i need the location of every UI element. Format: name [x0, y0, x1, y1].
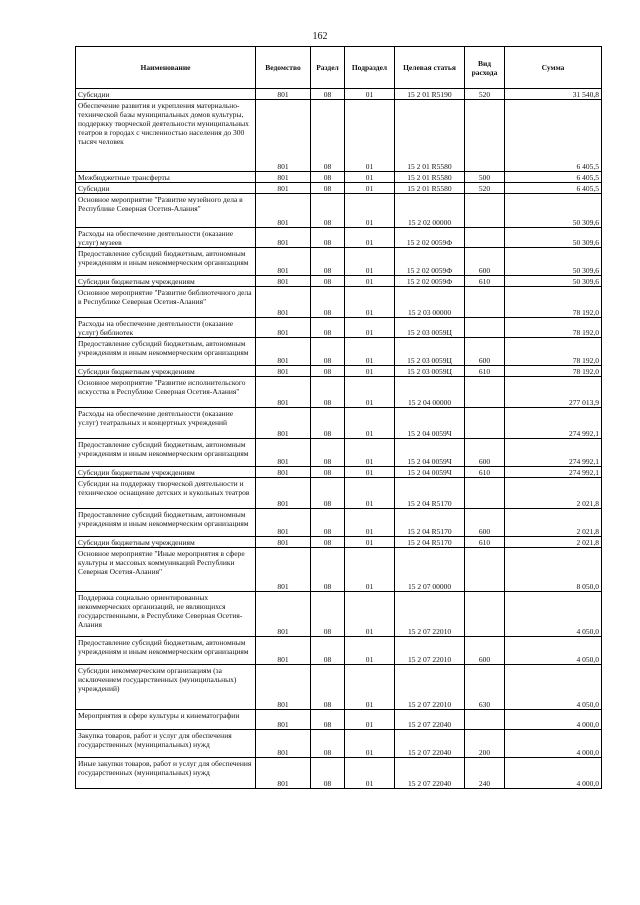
- cell-section: 08: [311, 183, 345, 194]
- cell-dept: 801: [256, 248, 311, 276]
- cell-target: 15 2 04 R5170: [395, 537, 465, 548]
- table-row: [76, 89, 602, 100]
- page-number: 162: [312, 31, 328, 42]
- cell-name: Субсидии бюджетным учреждениям: [76, 537, 256, 548]
- table-row: [76, 478, 602, 509]
- cell-section: 08: [311, 730, 345, 758]
- cell-subsection: 01: [345, 548, 395, 592]
- cell-name: Субсидии: [76, 183, 256, 194]
- table-row: [76, 366, 602, 377]
- cell-section: 08: [311, 710, 345, 730]
- cell-amount: 8 050,0: [505, 548, 602, 592]
- cell-type: 500: [465, 172, 505, 183]
- cell-target: 15 2 01 R5580: [395, 100, 465, 172]
- cell-subsection: 01: [345, 665, 395, 710]
- cell-target: 15 2 07 22010: [395, 592, 465, 637]
- table-row: [76, 730, 602, 758]
- table-row: [76, 377, 602, 408]
- header-dept: Ведомство: [256, 47, 311, 89]
- cell-subsection: 01: [345, 276, 395, 287]
- cell-subsection: 01: [345, 467, 395, 478]
- cell-type: 610: [465, 467, 505, 478]
- cell-target: 15 2 03 00000: [395, 287, 465, 318]
- cell-type: [465, 377, 505, 408]
- cell-target: 15 2 01 R5580: [395, 172, 465, 183]
- cell-section: 08: [311, 318, 345, 338]
- cell-section: 08: [311, 338, 345, 366]
- cell-type: 610: [465, 276, 505, 287]
- cell-section: 08: [311, 439, 345, 467]
- cell-section: 08: [311, 248, 345, 276]
- cell-amount: 78 192,0: [505, 287, 602, 318]
- cell-amount: 50 309,6: [505, 228, 602, 248]
- cell-name: Закупка товаров, работ и услуг для обеспечения государственных (муниципальных) нужд: [76, 730, 256, 758]
- cell-target: 15 2 01 R5580: [395, 183, 465, 194]
- cell-name: Субсидии бюджетным учреждениям: [76, 467, 256, 478]
- cell-dept: 801: [256, 478, 311, 509]
- cell-section: 08: [311, 467, 345, 478]
- cell-section: 08: [311, 194, 345, 228]
- cell-amount: 274 992,1: [505, 439, 602, 467]
- cell-amount: 4 050,0: [505, 665, 602, 710]
- budget-table: [75, 46, 602, 789]
- header-expense-type: Вид расхода: [465, 47, 505, 89]
- cell-target: 15 2 02 00000: [395, 194, 465, 228]
- cell-name: Расходы на обеспечение деятельности (оказание услуг) библиотек: [76, 318, 256, 338]
- header-target: Целевая статья: [395, 47, 465, 89]
- cell-name: Основное мероприятие "Развитие библиотечного дела в Республике Северная Осетия-Алания": [76, 287, 256, 318]
- cell-subsection: 01: [345, 758, 395, 789]
- cell-type: [465, 478, 505, 509]
- cell-amount: 31 540,8: [505, 89, 602, 100]
- cell-name: Субсидии некоммерческим организациям (за исключением государственных (муниципальных) учреждений): [76, 665, 256, 710]
- cell-amount: 4 050,0: [505, 637, 602, 665]
- table-row: [76, 467, 602, 478]
- cell-name: Субсидии бюджетным учреждениям: [76, 276, 256, 287]
- cell-amount: 6 405,5: [505, 100, 602, 172]
- cell-target: 15 2 04 R5170: [395, 509, 465, 537]
- cell-amount: 50 309,6: [505, 276, 602, 287]
- cell-subsection: 01: [345, 377, 395, 408]
- cell-target: 15 2 07 00000: [395, 548, 465, 592]
- cell-subsection: 01: [345, 318, 395, 338]
- cell-name: Предоставление субсидий бюджетным, автономным учреждениям и иным некоммерческим организациям: [76, 509, 256, 537]
- cell-section: 08: [311, 228, 345, 248]
- cell-amount: 78 192,0: [505, 338, 602, 366]
- cell-dept: 801: [256, 537, 311, 548]
- table-row: [76, 276, 602, 287]
- table-row: [76, 548, 602, 592]
- cell-type: 200: [465, 730, 505, 758]
- cell-dept: 801: [256, 89, 311, 100]
- cell-amount: 2 021,8: [505, 509, 602, 537]
- cell-type: [465, 287, 505, 318]
- cell-dept: 801: [256, 100, 311, 172]
- cell-dept: 801: [256, 710, 311, 730]
- cell-dept: 801: [256, 467, 311, 478]
- cell-target: 15 2 07 22040: [395, 758, 465, 789]
- cell-target: 15 2 02 0059Ф: [395, 248, 465, 276]
- cell-dept: 801: [256, 276, 311, 287]
- cell-dept: 801: [256, 194, 311, 228]
- cell-amount: 277 013,9: [505, 377, 602, 408]
- table-row: [76, 248, 602, 276]
- table-row: [76, 287, 602, 318]
- cell-subsection: 01: [345, 637, 395, 665]
- cell-type: [465, 548, 505, 592]
- cell-name: Основное мероприятие "Иные мероприятия в сфере культуры и массовых коммуникаций Республики Северная Осетия-Алания": [76, 548, 256, 592]
- cell-dept: 801: [256, 509, 311, 537]
- cell-section: 08: [311, 758, 345, 789]
- cell-target: 15 2 03 0059Ц: [395, 318, 465, 338]
- cell-target: 15 2 03 0059Ц: [395, 366, 465, 377]
- cell-name: Субсидии на поддержку творческой деятельности и техническое оснащение детских и кукольных театров: [76, 478, 256, 509]
- cell-dept: 801: [256, 665, 311, 710]
- cell-section: 08: [311, 377, 345, 408]
- cell-name: Межбюджетные трансферты: [76, 172, 256, 183]
- cell-subsection: 01: [345, 439, 395, 467]
- header-subsection: Подраздел: [345, 47, 395, 89]
- cell-amount: 274 992,1: [505, 408, 602, 439]
- cell-type: [465, 710, 505, 730]
- cell-name: Обеспечение развития и укрепления материально-технической базы муниципальных домов культуры, поддержку творческой деятельности муниципальных театров в городах с численностью населения до 300 тысяч человек: [76, 100, 256, 172]
- cell-subsection: 01: [345, 592, 395, 637]
- cell-type: 610: [465, 537, 505, 548]
- header-amount: Сумма: [505, 47, 602, 89]
- cell-subsection: 01: [345, 287, 395, 318]
- cell-amount: 2 021,8: [505, 537, 602, 548]
- cell-subsection: 01: [345, 366, 395, 377]
- cell-target: 15 2 01 R5190: [395, 89, 465, 100]
- cell-subsection: 01: [345, 509, 395, 537]
- cell-name: Предоставление субсидий бюджетным, автономным учреждениям и иным некоммерческим организациям: [76, 439, 256, 467]
- cell-target: 15 2 07 22040: [395, 730, 465, 758]
- cell-section: 08: [311, 287, 345, 318]
- cell-subsection: 01: [345, 338, 395, 366]
- header-section: Раздел: [311, 47, 345, 89]
- table-row: [76, 758, 602, 789]
- cell-amount: 2 021,8: [505, 478, 602, 509]
- table-row: [76, 338, 602, 366]
- cell-section: 08: [311, 276, 345, 287]
- cell-name: Предоставление субсидий бюджетным, автономным учреждениям и иным некоммерческим организациям: [76, 338, 256, 366]
- cell-target: 15 2 07 22040: [395, 710, 465, 730]
- cell-section: 08: [311, 89, 345, 100]
- cell-subsection: 01: [345, 194, 395, 228]
- cell-dept: 801: [256, 377, 311, 408]
- table-row: [76, 710, 602, 730]
- cell-type: 600: [465, 439, 505, 467]
- table-row: [76, 172, 602, 183]
- table-row: [76, 537, 602, 548]
- cell-amount: 50 309,6: [505, 194, 602, 228]
- cell-subsection: 01: [345, 183, 395, 194]
- cell-dept: 801: [256, 439, 311, 467]
- cell-target: 15 2 04 0059Ч: [395, 439, 465, 467]
- cell-dept: 801: [256, 318, 311, 338]
- cell-target: 15 2 07 22010: [395, 637, 465, 665]
- cell-target: 15 2 04 R5170: [395, 478, 465, 509]
- cell-subsection: 01: [345, 228, 395, 248]
- cell-section: 08: [311, 366, 345, 377]
- cell-name: Субсидии: [76, 89, 256, 100]
- cell-dept: 801: [256, 408, 311, 439]
- cell-subsection: 01: [345, 537, 395, 548]
- table-row: [76, 183, 602, 194]
- cell-dept: 801: [256, 338, 311, 366]
- cell-target: 15 2 02 0059Ф: [395, 276, 465, 287]
- cell-amount: 6 405,5: [505, 183, 602, 194]
- cell-dept: 801: [256, 183, 311, 194]
- table-row: [76, 408, 602, 439]
- cell-type: [465, 228, 505, 248]
- cell-dept: 801: [256, 228, 311, 248]
- cell-section: 08: [311, 592, 345, 637]
- cell-type: [465, 592, 505, 637]
- cell-section: 08: [311, 537, 345, 548]
- cell-target: 15 2 04 0059Ч: [395, 408, 465, 439]
- cell-target: 15 2 07 22010: [395, 665, 465, 710]
- cell-type: [465, 100, 505, 172]
- cell-name: Основное мероприятие "Развитие музейного дела в Республике Северная Осетия-Алания": [76, 194, 256, 228]
- cell-type: 600: [465, 248, 505, 276]
- cell-section: 08: [311, 408, 345, 439]
- cell-name: Расходы на обеспечение деятельности (оказание услуг) музеев: [76, 228, 256, 248]
- cell-section: 08: [311, 509, 345, 537]
- cell-dept: 801: [256, 730, 311, 758]
- cell-dept: 801: [256, 287, 311, 318]
- cell-amount: 78 192,0: [505, 366, 602, 377]
- cell-subsection: 01: [345, 478, 395, 509]
- cell-amount: 50 309,6: [505, 248, 602, 276]
- cell-section: 08: [311, 478, 345, 509]
- cell-name: Основное мероприятие "Развитие исполнительского искусства в Республике Северная Осетия-Алания": [76, 377, 256, 408]
- cell-subsection: 01: [345, 172, 395, 183]
- cell-type: [465, 408, 505, 439]
- cell-section: 08: [311, 172, 345, 183]
- table-row: [76, 228, 602, 248]
- cell-target: 15 2 02 0059Ф: [395, 228, 465, 248]
- cell-name: Предоставление субсидий бюджетным, автономным учреждениям и иным некоммерческим организациям: [76, 248, 256, 276]
- cell-dept: 801: [256, 758, 311, 789]
- cell-dept: 801: [256, 637, 311, 665]
- cell-name: Мероприятия в сфере культуры и кинематографии: [76, 710, 256, 730]
- cell-name: Субсидии бюджетным учреждениям: [76, 366, 256, 377]
- cell-type: [465, 318, 505, 338]
- cell-section: 08: [311, 548, 345, 592]
- cell-subsection: 01: [345, 408, 395, 439]
- cell-amount: 274 992,1: [505, 467, 602, 478]
- table-row: [76, 439, 602, 467]
- cell-amount: 78 192,0: [505, 318, 602, 338]
- table-row: [76, 665, 602, 710]
- cell-subsection: 01: [345, 710, 395, 730]
- cell-type: 600: [465, 338, 505, 366]
- cell-subsection: 01: [345, 100, 395, 172]
- cell-type: 520: [465, 183, 505, 194]
- cell-dept: 801: [256, 592, 311, 637]
- cell-name: Предоставление субсидий бюджетным, автономным учреждениям и иным некоммерческим организациям: [76, 637, 256, 665]
- cell-subsection: 01: [345, 730, 395, 758]
- cell-section: 08: [311, 100, 345, 172]
- table-row: [76, 592, 602, 637]
- cell-name: Поддержка социально ориентированных некоммерческих организаций, не являющихся государственными, в Республике Северная Осетия-Алания: [76, 592, 256, 637]
- cell-type: 610: [465, 366, 505, 377]
- cell-name: Расходы на обеспечение деятельности (оказание услуг) театральных и концертных учреждений: [76, 408, 256, 439]
- header-name: Наименование: [76, 47, 256, 89]
- cell-type: 520: [465, 89, 505, 100]
- cell-amount: 4 050,0: [505, 592, 602, 637]
- table-body: [76, 89, 602, 789]
- cell-target: 15 2 03 0059Ц: [395, 338, 465, 366]
- cell-type: 240: [465, 758, 505, 789]
- table-row: [76, 194, 602, 228]
- cell-type: 600: [465, 637, 505, 665]
- cell-dept: 801: [256, 366, 311, 377]
- cell-type: [465, 194, 505, 228]
- cell-type: 600: [465, 509, 505, 537]
- cell-subsection: 01: [345, 89, 395, 100]
- cell-amount: 4 000,0: [505, 758, 602, 789]
- cell-type: 630: [465, 665, 505, 710]
- cell-section: 08: [311, 637, 345, 665]
- cell-amount: 4 000,0: [505, 710, 602, 730]
- table-row: [76, 509, 602, 537]
- cell-section: 08: [311, 665, 345, 710]
- table-row: [76, 318, 602, 338]
- cell-amount: 6 405,5: [505, 172, 602, 183]
- cell-dept: 801: [256, 172, 311, 183]
- table-header-row: [76, 47, 602, 89]
- table-row: [76, 100, 602, 172]
- cell-amount: 4 000,0: [505, 730, 602, 758]
- cell-name: Иные закупки товаров, работ и услуг для обеспечения государственных (муниципальных) нужд: [76, 758, 256, 789]
- cell-subsection: 01: [345, 248, 395, 276]
- cell-target: 15 2 04 0059Ч: [395, 467, 465, 478]
- table-row: [76, 637, 602, 665]
- cell-target: 15 2 04 00000: [395, 377, 465, 408]
- cell-dept: 801: [256, 548, 311, 592]
